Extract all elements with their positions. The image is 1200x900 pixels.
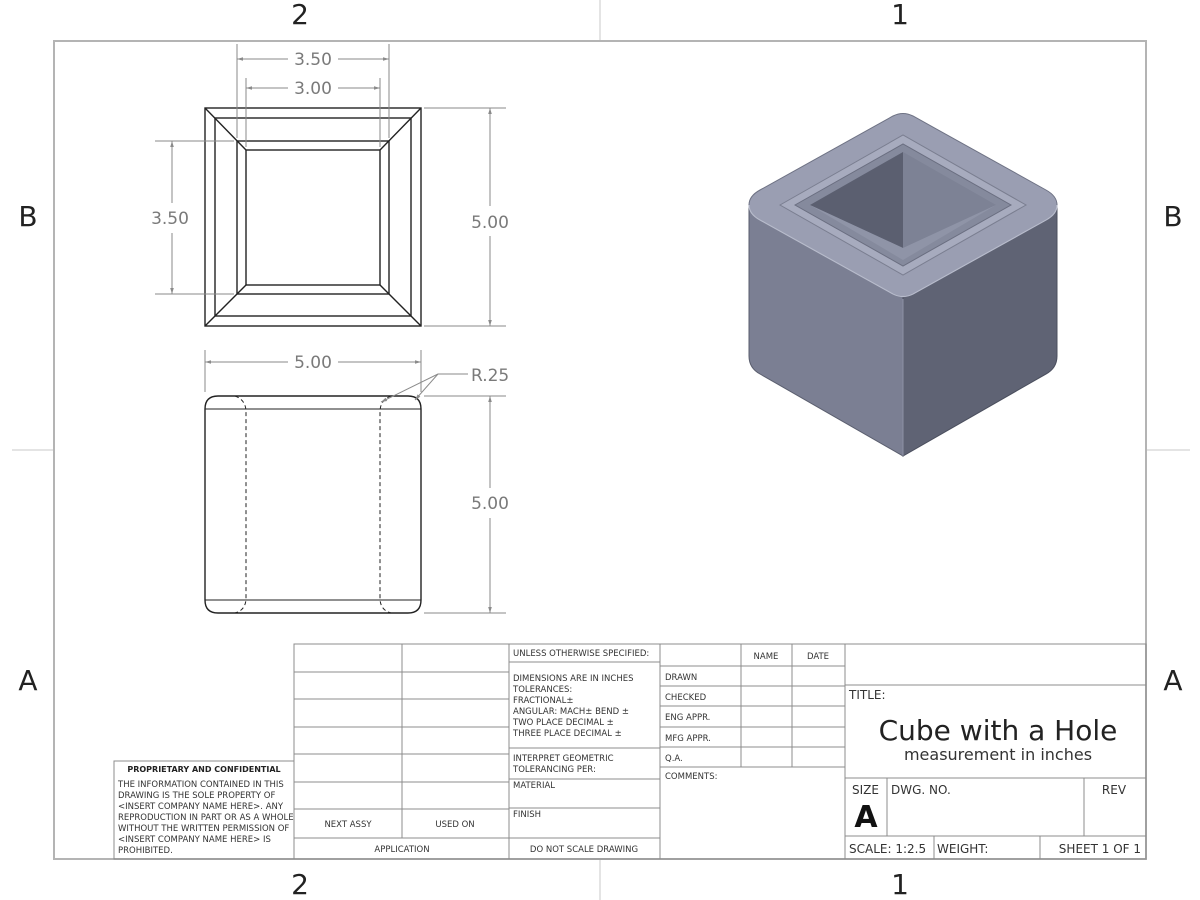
- application-label: APPLICATION: [374, 845, 430, 855]
- zone-label-left-b: B: [18, 200, 38, 233]
- dim-inner-width-top: 3.00: [294, 79, 332, 99]
- proprietary-heading: PROPRIETARY AND CONFIDENTIAL: [127, 765, 281, 774]
- signoff-row-qa: Q.A.: [665, 754, 683, 764]
- top-view: [205, 108, 421, 326]
- zone-label-right-b: B: [1163, 200, 1183, 233]
- tolerance-line: TOLERANCES:: [513, 685, 573, 695]
- finish-label: FINISH: [513, 810, 542, 820]
- next-assy-label: NEXT ASSY: [324, 820, 372, 830]
- geometric-tolerancing-line: INTERPRET GEOMETRIC: [513, 754, 614, 764]
- title-label: TITLE:: [849, 688, 886, 702]
- zone-label-bottom-right: 1: [891, 868, 909, 900]
- dim-fillet-radius: R.25: [471, 366, 510, 386]
- zone-label-right-a: A: [1163, 664, 1183, 697]
- weight-label: WEIGHT:: [937, 842, 989, 856]
- proprietary-line: <INSERT COMPANY NAME HERE>. ANY: [118, 802, 284, 812]
- signoff-row-checked: CHECKED: [665, 693, 707, 703]
- proprietary-line: REPRODUCTION IN PART OR AS A WHOLE: [118, 813, 294, 823]
- proprietary-line: THE INFORMATION CONTAINED IN THIS: [118, 780, 284, 790]
- dim-front-width: 5.00: [294, 353, 332, 373]
- zone-label-left-a: A: [18, 664, 38, 697]
- tolerance-header: UNLESS OTHERWISE SPECIFIED:: [513, 649, 650, 659]
- size-label: SIZE: [852, 783, 879, 797]
- comments-label: COMMENTS:: [665, 772, 718, 782]
- signoff-row-mfg-appr: MFG APPR.: [665, 734, 711, 744]
- front-view-dimensions: [205, 350, 506, 613]
- signoff-row-eng-appr: ENG APPR.: [665, 713, 711, 723]
- tolerance-line: DIMENSIONS ARE IN INCHES: [513, 674, 634, 684]
- signoff-name-header: NAME: [753, 652, 779, 662]
- scale-label: SCALE: 1:2.5: [849, 842, 927, 856]
- used-on-label: USED ON: [435, 820, 475, 830]
- tolerance-line: THREE PLACE DECIMAL ±: [513, 729, 622, 739]
- zone-label-top-left: 2: [291, 0, 309, 31]
- front-view: [205, 396, 421, 613]
- isometric-view: [749, 114, 1057, 457]
- material-label: MATERIAL: [513, 781, 556, 791]
- rev-label: REV: [1101, 783, 1127, 797]
- tolerance-line: FRACTIONAL±: [513, 696, 574, 706]
- dim-outer-width-top: 3.50: [294, 50, 332, 70]
- dim-outer-height-top: 5.00: [471, 213, 509, 233]
- geometric-tolerancing-line: TOLERANCING PER:: [513, 765, 596, 775]
- tolerance-line: TWO PLACE DECIMAL ±: [513, 718, 614, 728]
- drawing-title: Cube with a Hole: [878, 714, 1118, 747]
- dim-inner-height-top: 3.50: [151, 209, 189, 229]
- proprietary-line: WITHOUT THE WRITTEN PERMISSION OF: [118, 824, 290, 834]
- signoff-date-header: DATE: [806, 652, 830, 662]
- dwg-no-label: DWG. NO.: [891, 783, 951, 797]
- dim-front-height: 5.00: [471, 494, 509, 514]
- signoff-row-drawn: DRAWN: [665, 673, 698, 683]
- proprietary-line: DRAWING IS THE SOLE PROPERTY OF: [118, 791, 276, 801]
- sheet-label: SHEET 1 OF 1: [1058, 842, 1141, 856]
- proprietary-line: PROHIBITED.: [118, 846, 173, 856]
- size-value: A: [854, 800, 878, 835]
- zone-label-bottom-left: 2: [291, 868, 309, 900]
- zone-label-top-right: 1: [891, 0, 909, 31]
- proprietary-line: <INSERT COMPANY NAME HERE> IS: [118, 835, 271, 845]
- drawing-subtitle: measurement in inches: [903, 745, 1093, 764]
- tolerance-line: ANGULAR: MACH± BEND ±: [513, 707, 630, 717]
- do-not-scale-label: DO NOT SCALE DRAWING: [529, 845, 639, 855]
